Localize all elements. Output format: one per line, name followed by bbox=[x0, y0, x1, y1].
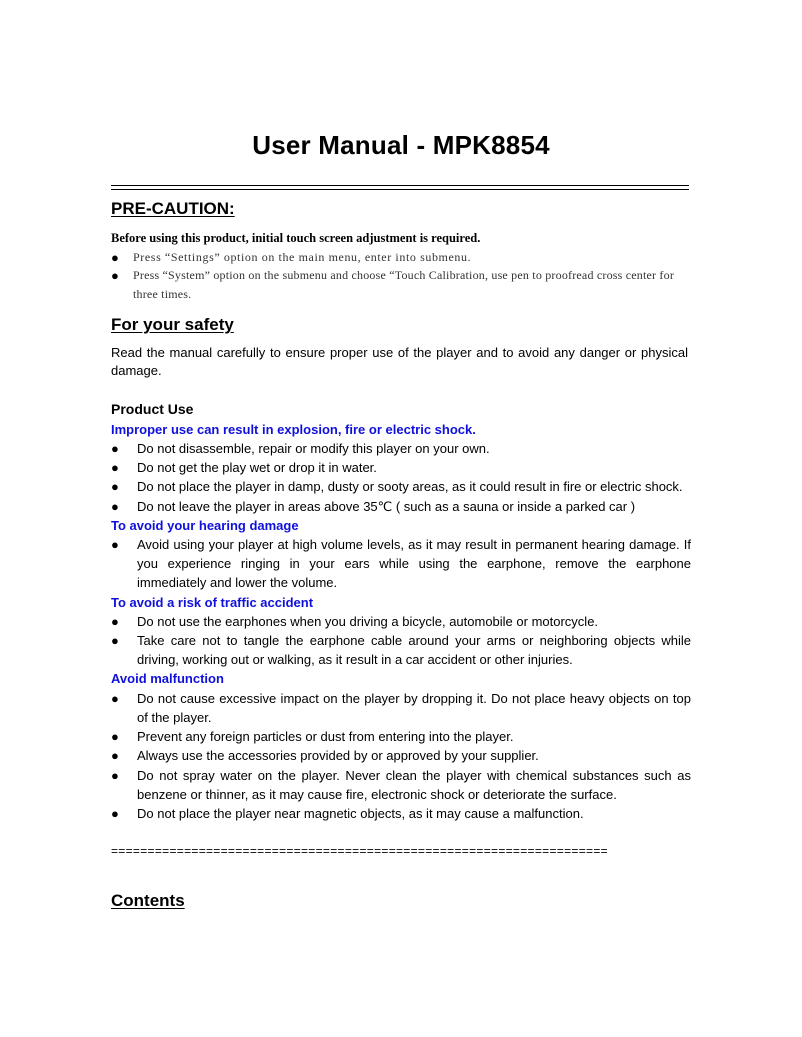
list-item: ● Always use the accessories provided by or approved by your supplier. bbox=[111, 748, 539, 763]
list-item: ● Do not get the play wet or drop it in water. bbox=[111, 460, 377, 475]
bullet-icon: ● bbox=[111, 691, 119, 706]
bullet-icon: ● bbox=[111, 729, 119, 744]
bullet-icon: ● bbox=[111, 806, 119, 821]
bullet-icon: ● bbox=[111, 537, 119, 552]
product-use-heading: Product Use bbox=[111, 401, 194, 417]
bullet-icon: ● bbox=[111, 768, 119, 783]
precaution-step: ● Press “Settings” option on the main menu, enter into submenu. bbox=[111, 250, 472, 265]
safety-heading: For your safety bbox=[111, 315, 234, 334]
bullet-icon: ● bbox=[111, 460, 119, 475]
group-title-hearing: To avoid your hearing damage bbox=[111, 518, 299, 533]
list-item: ● Do not use the earphones when you driving a bicycle, automobile or motorcycle. bbox=[111, 614, 599, 629]
bullet-icon: ● bbox=[111, 268, 120, 283]
list-item: ● Do not cause excessive impact on the player by dropping it. Do not place heavy objects on top of the player. bbox=[111, 691, 691, 725]
group-title-explosion: Improper use can result in explosion, fire or electric shock. bbox=[111, 422, 476, 437]
group-title-traffic: To avoid a risk of traffic accident bbox=[111, 595, 314, 610]
bullet-icon: ● bbox=[111, 499, 119, 514]
bullet-icon: ● bbox=[111, 479, 119, 494]
list-item: ● Do not spray water on the player. Never clean the player with chemical substances such as benzene or thinner, as it may cause fire, electronic shock or deteriorate the surface. bbox=[111, 768, 691, 802]
list-item: ● Prevent any foreign particles or dust from entering into the player. bbox=[111, 729, 514, 744]
list-item: ● Avoid using your player at high volume levels, as it may result in permanent hearing damage. If you experience ringing in your ears while using the earphone, remove the earphone immediately and lower the volume. bbox=[111, 537, 691, 590]
bullet-icon: ● bbox=[111, 748, 119, 763]
group-title-malfunction: Avoid malfunction bbox=[111, 671, 224, 686]
safety-intro: Read the manual carefully to ensure proper use of the player and to avoid any danger or physical damage. bbox=[111, 345, 688, 378]
section-separator: ==================================================================== bbox=[111, 844, 608, 858]
bullet-icon: ● bbox=[111, 633, 119, 648]
list-item: ● Do not disassemble, repair or modify this player on your own. bbox=[111, 441, 490, 456]
document-title: User Manual - MPK8854 bbox=[252, 130, 550, 160]
precaution-intro: Before using this product, initial touch screen adjustment is required. bbox=[111, 231, 481, 245]
contents-heading: Contents bbox=[111, 891, 185, 910]
list-item: ● Do not leave the player in areas above 35℃ ( such as a sauna or inside a parked car ) bbox=[111, 499, 636, 514]
bullet-icon: ● bbox=[111, 441, 119, 456]
list-item: ● Do not place the player near magnetic objects, as it may cause a malfunction. bbox=[111, 806, 584, 821]
list-item: ● Take care not to tangle the earphone cable around your arms or neighboring objects while driving, working out or walking, as it result in a car accident or other injuries. bbox=[111, 633, 691, 667]
title-double-rule bbox=[111, 185, 689, 190]
bullet-icon: ● bbox=[111, 250, 120, 265]
precaution-step: ● Press “System” option on the submenu and choose “Touch Calibration, use pen to proofread cross center for three times. bbox=[111, 268, 675, 301]
bullet-icon: ● bbox=[111, 614, 119, 629]
list-item: ● Do not place the player in damp, dusty or sooty areas, as it could result in fire or electric shock. bbox=[111, 479, 683, 494]
precaution-heading: PRE-CAUTION: bbox=[111, 199, 235, 218]
